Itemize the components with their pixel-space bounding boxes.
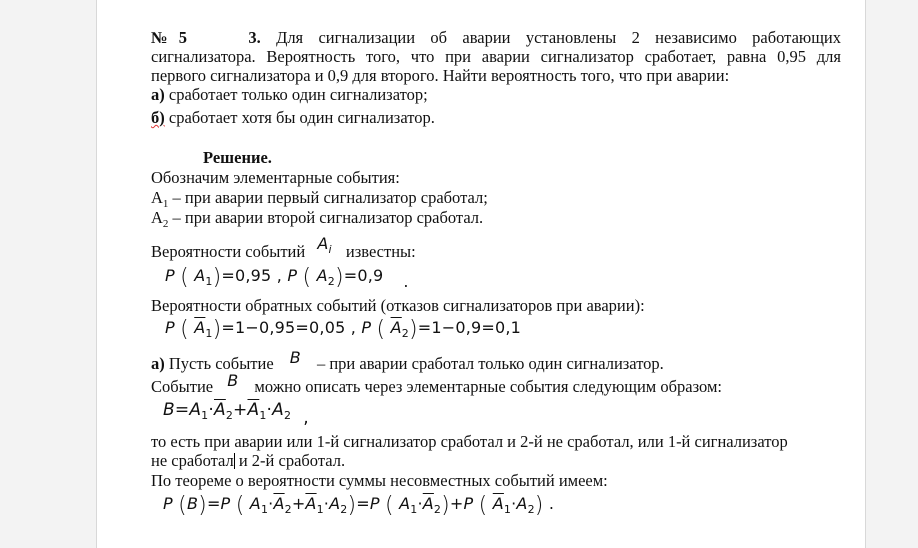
problem-number: №5 <box>151 28 188 47</box>
question-b-label: б) <box>151 108 165 127</box>
part-a-symbol: B <box>289 348 301 367</box>
problem-line-2: сигнализатора. Вероятность того, что при аварии сигнализатор сработает, равна 0,95 для <box>151 47 841 66</box>
event-b-formula: $B=A_1\cdot\overline{A}_2+\overline{A}_1\cdot A_2$ , <box>163 400 309 428</box>
event-b-formula-comma: , <box>303 408 309 428</box>
event-1-text: – при аварии первый сигнализатор сработал; <box>168 188 488 207</box>
event-2-definition <box>151 208 484 230</box>
event-2-index: 2 <box>162 218 169 230</box>
question-a-label: а) <box>151 85 165 104</box>
event-b-desc-after: можно описать через элементарные события следующим образом: <box>254 377 722 396</box>
p-not-a1-value: =1−0,95=0,05 <box>221 318 346 337</box>
part-a-text-2: – при аварии сработал только один сигнализатор. <box>316 354 664 373</box>
formula-dot: . <box>403 272 409 291</box>
explain-line-2a: не сработал <box>151 451 234 470</box>
event-b-description <box>151 371 722 396</box>
explain-line-2 <box>151 451 345 470</box>
final-dot: . <box>548 494 555 513</box>
p-not-a2-value: =1−0,9=0,1 <box>417 318 522 337</box>
event-1-index: 1 <box>162 198 169 210</box>
event-1-letter: A <box>151 188 163 207</box>
document-page <box>96 0 866 548</box>
question-b-text: сработает хотя бы один сигнализатор. <box>164 108 435 127</box>
probabilities-intro-after: известны: <box>345 242 416 261</box>
probabilities-intro <box>151 234 416 261</box>
p-a1-value: =0,95 <box>221 266 272 285</box>
probabilities-formula: P ( $A_1)=0,95$ , P ( $A_2)=0,9$ . <box>165 265 409 291</box>
theorem-line: По теореме о вероятности суммы несовместных событий имеем: <box>151 471 608 490</box>
formula-separator: , <box>276 266 283 285</box>
problem-text-1: Для сигнализации об аварии установлены 2 независимо работающих <box>276 28 842 47</box>
solution-heading: Решение. <box>203 148 272 167</box>
event-2-text: – при аварии второй сигнализатор сработал. <box>168 208 484 227</box>
part-a-label: а) <box>151 354 165 373</box>
explain-line-1: то есть при аварии или 1-й сигнализатор сработал и 2-й не сработал, или 1-й сигнализатор <box>151 432 788 451</box>
question-a <box>151 85 428 104</box>
explain-line-2b: и 2-й сработал. <box>234 451 346 470</box>
event-1-definition <box>151 188 488 210</box>
problem-line-1 <box>151 28 841 47</box>
problem-sub-number: 3. <box>248 28 261 47</box>
final-formula: P (B)=P ( $A_1\cdot\overline{A}_2+\overline{A}_1\cdot A_2)=P$ ( $A_1\cdot\overline{A}_2)+P$ ( $\overline{A}_1\cdot A_2$) . <box>163 493 555 518</box>
question-b <box>151 108 435 127</box>
probabilities-symbol: A <box>317 234 329 253</box>
probabilities-intro-before: Вероятности событий <box>151 242 306 261</box>
event-b-symbol: B <box>227 371 239 390</box>
inverse-intro: Вероятности обратных событий (отказов сигнализаторов при аварии): <box>151 296 645 315</box>
question-a-text: сработает только один сигнализатор; <box>164 85 428 104</box>
problem-line-3: первого сигнализатора и 0,9 для второго. Найти вероятность того, что при аварии: <box>151 66 730 85</box>
part-a-text-1: Пусть событие <box>164 354 274 373</box>
inverse-formula: P ( $\overline{A}_1)=1-0,95=0,05$ , P ( $\overline{A}_2)=1-0,9=0,1$ <box>165 317 522 342</box>
p-a2-value: =0,9 <box>343 266 384 285</box>
inverse-separator: , <box>350 318 357 337</box>
event-2-letter: A <box>151 208 163 227</box>
event-b-desc-before: Событие <box>151 377 214 396</box>
probabilities-symbol-index: i <box>328 243 332 256</box>
solution-intro: Обозначим элементарные события: <box>151 168 400 187</box>
